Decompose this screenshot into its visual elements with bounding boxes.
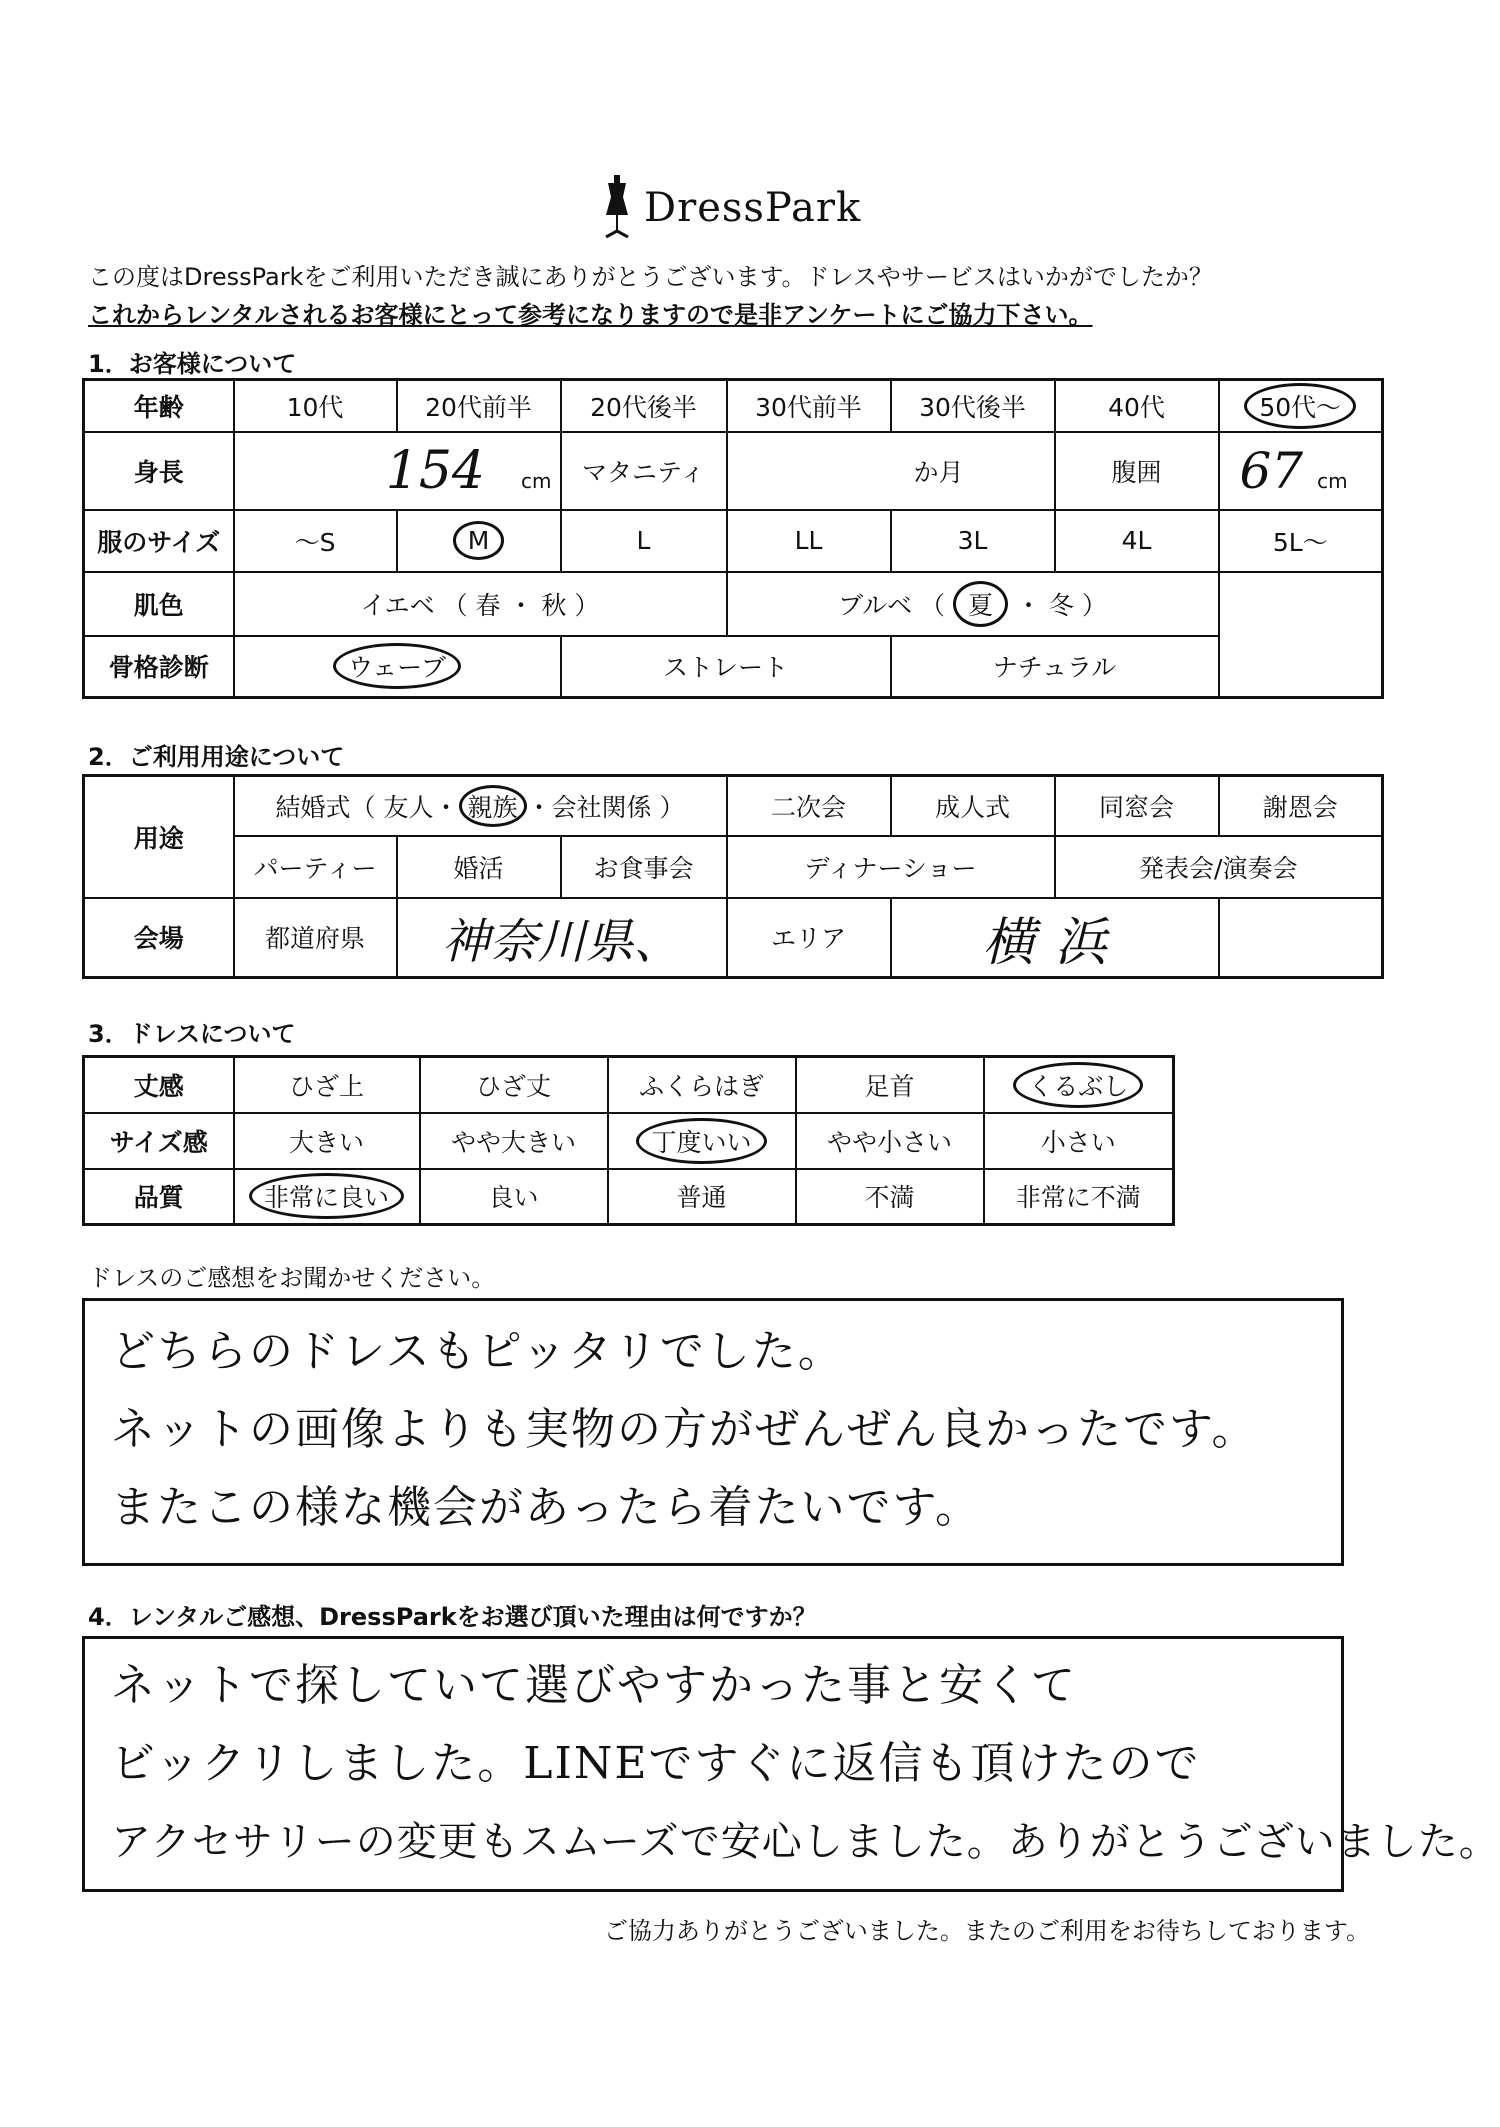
- dress-table: [82, 1055, 1175, 1226]
- height-field[interactable]: [234, 432, 561, 510]
- usage-option[interactable]: 発表会/演奏会: [1055, 836, 1383, 898]
- quality-option[interactable]: 非常に不満: [984, 1169, 1174, 1225]
- dress-comment-prompt: ドレスのご感想をお聞かせください。: [88, 1264, 496, 1292]
- size-option[interactable]: 4L: [1055, 510, 1219, 572]
- age-option[interactable]: 30代前半: [727, 380, 891, 432]
- wedding-prefix: 結婚式（ 友人・: [275, 792, 459, 822]
- dress-comment-line: またこの様な機会があったら着たいです。: [111, 1482, 982, 1533]
- quality-option[interactable]: 不満: [796, 1169, 984, 1225]
- age-label: 年齢: [84, 380, 234, 432]
- rental-comment-box[interactable]: [82, 1636, 1500, 1892]
- dress-form-icon: [600, 175, 634, 241]
- length-selected-circle: くるぶし: [1013, 1062, 1143, 1108]
- quality-option[interactable]: 良い: [420, 1169, 608, 1225]
- intro-line-2: これからレンタルされるお客様にとって参考になりますので是非アンケートにご協力下さい。: [88, 301, 1093, 329]
- rental-comment-line: ビックリしました。LINEですぐに返信も頂けたので: [111, 1738, 1201, 1789]
- fit-option-selected[interactable]: [608, 1113, 796, 1169]
- area-value[interactable]: 横浜: [891, 898, 1219, 978]
- skin-label: 肌色: [84, 572, 234, 636]
- fit-label: サイズ感: [84, 1113, 234, 1169]
- maternity-label: マタニティ: [561, 432, 727, 510]
- length-option[interactable]: ふくらはぎ: [608, 1057, 796, 1113]
- length-option[interactable]: ひざ丈: [420, 1057, 608, 1113]
- age-option[interactable]: 40代: [1055, 380, 1219, 432]
- skin-blue-base[interactable]: [727, 572, 1219, 636]
- usage-option[interactable]: 謝恩会: [1219, 776, 1383, 836]
- wedding-suffix: ・会社関係 ）: [526, 792, 685, 822]
- fit-option[interactable]: 小さい: [984, 1113, 1174, 1169]
- rental-comment-line: アクセサリーの変更もスムーズで安心しました。ありがとうございました。: [111, 1819, 1500, 1865]
- length-option[interactable]: 足首: [796, 1057, 984, 1113]
- fit-option[interactable]: 大きい: [234, 1113, 420, 1169]
- waist-unit: cm: [1317, 468, 1348, 493]
- usage-option[interactable]: お食事会: [561, 836, 727, 898]
- size-option[interactable]: 3L: [891, 510, 1055, 572]
- frame-option[interactable]: ナチュラル: [891, 636, 1219, 698]
- frame-label: 骨格診断: [84, 636, 234, 698]
- intro-text: [88, 258, 1213, 334]
- length-option[interactable]: ひざ上: [234, 1057, 420, 1113]
- intro-line-1: この度はDressParkをご利用いただき誠にありがとうございます。ドレスやサービスはいかがでしたか？: [88, 263, 1213, 291]
- fit-option[interactable]: やや大きい: [420, 1113, 608, 1169]
- section-4-title: 4．レンタルご感想、DressParkをお選び頂いた理由は何ですか？: [88, 1603, 817, 1631]
- age-selected-circle: 50代〜: [1244, 383, 1356, 429]
- skin-yellow-base[interactable]: イエベ （ 春 ・ 秋 ）: [234, 572, 727, 636]
- footer-text: ご協力ありがとうございました。またのご利用をお待ちしております。: [603, 1917, 1370, 1945]
- usage-label: 用途: [84, 776, 234, 898]
- quality-option-selected[interactable]: [234, 1169, 420, 1225]
- skin-row: [84, 572, 1383, 636]
- venue-label: 会場: [84, 898, 234, 978]
- rental-comment-line: ネットで探していて選びやすかった事と安くて: [111, 1660, 1077, 1711]
- frame-option[interactable]: ストレート: [561, 636, 891, 698]
- usage-wedding[interactable]: [234, 776, 727, 836]
- dress-comment-box[interactable]: [82, 1298, 1344, 1566]
- usage-option[interactable]: 婚活: [397, 836, 561, 898]
- wedding-relative-circle: 親族: [459, 785, 527, 827]
- fit-row: [84, 1113, 1174, 1169]
- length-label: 丈感: [84, 1057, 234, 1113]
- usage-table: [82, 774, 1384, 979]
- length-row: [84, 1057, 1174, 1113]
- usage-option[interactable]: ディナーショー: [727, 836, 1055, 898]
- quality-row: [84, 1169, 1174, 1225]
- maternity-month-unit: か月: [913, 457, 964, 487]
- fit-selected-circle: 丁度いい: [636, 1118, 766, 1164]
- size-option-selected[interactable]: [397, 510, 561, 572]
- size-row: [84, 510, 1383, 572]
- size-option[interactable]: LL: [727, 510, 891, 572]
- height-unit: cm: [521, 468, 552, 493]
- section-2-title: 2．ご利用用途について: [88, 743, 345, 771]
- quality-selected-circle: 非常に良い: [249, 1173, 404, 1219]
- quality-label: 品質: [84, 1169, 234, 1225]
- age-row: [84, 380, 1383, 432]
- prefecture-value[interactable]: 神奈川県、: [397, 898, 727, 978]
- dresspark-logo: [600, 175, 861, 241]
- size-label: 服のサイズ: [84, 510, 234, 572]
- waist-value: 67: [1239, 441, 1304, 500]
- age-option[interactable]: 10代: [234, 380, 397, 432]
- skin-blue-suffix: ・ 冬 ）: [1015, 590, 1107, 620]
- size-option[interactable]: L: [561, 510, 727, 572]
- usage-option[interactable]: 同窓会: [1055, 776, 1219, 836]
- length-option-selected[interactable]: [984, 1057, 1174, 1113]
- usage-option[interactable]: 成人式: [891, 776, 1055, 836]
- customer-table: [82, 378, 1384, 699]
- waist-field[interactable]: [1219, 432, 1383, 510]
- size-option[interactable]: 5L〜: [1219, 510, 1383, 572]
- age-option-selected[interactable]: [1219, 380, 1383, 432]
- age-option[interactable]: 20代後半: [561, 380, 727, 432]
- size-option[interactable]: 〜S: [234, 510, 397, 572]
- logo-text: DressPark: [644, 185, 862, 231]
- frame-selected-circle: ウェーブ: [333, 643, 461, 689]
- quality-option[interactable]: 普通: [608, 1169, 796, 1225]
- usage-option[interactable]: パーティー: [234, 836, 397, 898]
- age-option[interactable]: 20代前半: [397, 380, 561, 432]
- maternity-month-field[interactable]: [727, 432, 1055, 510]
- area-label: エリア: [727, 898, 891, 978]
- frame-option-selected[interactable]: [234, 636, 561, 698]
- height-row: [84, 432, 1383, 510]
- age-option[interactable]: 30代後半: [891, 380, 1055, 432]
- dress-comment-line: どちらのドレスもピッタリでした。: [111, 1326, 844, 1377]
- dress-comment-line: ネットの画像よりも実物の方がぜんぜん良かったです。: [111, 1404, 1258, 1455]
- fit-option[interactable]: やや小さい: [796, 1113, 984, 1169]
- frame-row: [84, 636, 1383, 698]
- height-value: 154: [385, 440, 486, 501]
- waist-label: 腹囲: [1055, 432, 1219, 510]
- height-label: 身長: [84, 432, 234, 510]
- prefecture-label: 都道府県: [234, 898, 397, 978]
- section-1-title: 1．お客様について: [88, 350, 297, 378]
- skin-summer-circle: 夏: [953, 581, 1008, 627]
- skin-blue-prefix: ブルベ （: [838, 590, 946, 620]
- section-3-title: 3．ドレスについて: [88, 1020, 296, 1048]
- usage-option[interactable]: 二次会: [727, 776, 891, 836]
- size-selected-circle: M: [453, 521, 505, 560]
